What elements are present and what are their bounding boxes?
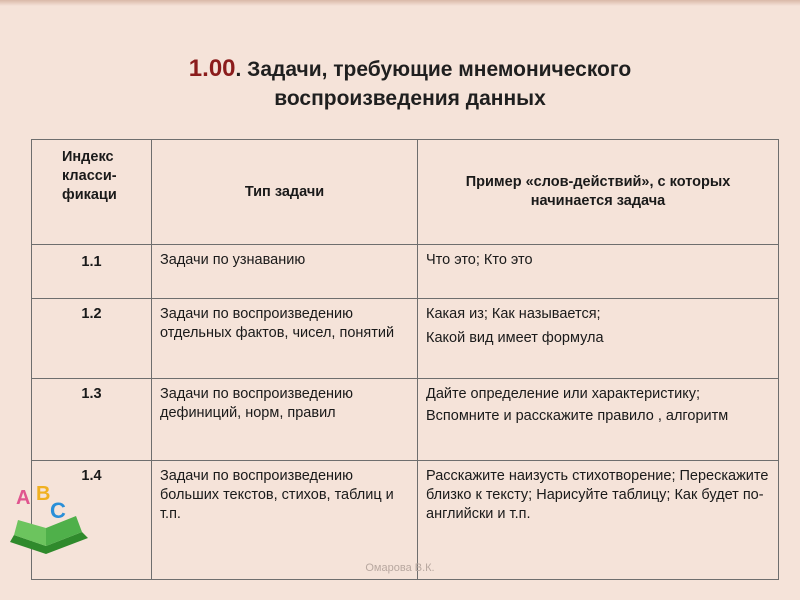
svg-text:C: C	[50, 498, 66, 523]
row-type	[152, 245, 418, 299]
header-type: Тип задачи	[152, 140, 418, 245]
tasks-table	[31, 139, 779, 580]
svg-text:B: B	[36, 483, 51, 505]
table-row	[32, 299, 779, 379]
row-index: 1.2	[32, 299, 152, 379]
row-index: 1.3	[32, 379, 152, 461]
row-example-text: Дайте определение или характеристику;	[426, 386, 701, 402]
row-type	[152, 299, 418, 379]
row-type-text: Задачи по воспроизведению дефиниций, норм, правил	[160, 386, 354, 421]
table-row	[32, 245, 779, 299]
table-header-row	[32, 140, 779, 245]
header-index: Индекс класси-фикаци	[32, 140, 152, 245]
footer-author: Омарова В.К.	[365, 562, 435, 574]
table-row	[32, 379, 779, 461]
row-example-text: Какая из; Как называется;	[426, 306, 601, 322]
row-type-text: Задачи по воспроизведению больших текстов, стихов, таблиц и т.п.	[160, 468, 394, 522]
row-example-text: Какой вид имеет формула	[426, 330, 604, 346]
slide-top-border	[0, 0, 800, 6]
svg-text:A: A	[16, 487, 31, 509]
row-example-text: Расскажите наизусть стихотворение; Перескажите близко к тексту; Нарисуйте таблицу; Как будет по-английски и т.п.	[426, 468, 769, 522]
row-example	[418, 299, 779, 379]
title-text-line1: . Задачи, требующие мнемонического	[235, 58, 632, 81]
header-example: Пример «слов-действий», с которых начинается задача	[418, 140, 779, 245]
row-type-text: Задачи по воспроизведению отдельных фактов, чисел, понятий	[160, 306, 395, 341]
row-index: 1.1	[32, 245, 152, 299]
slide-title	[120, 54, 700, 113]
abc-book-icon	[2, 480, 92, 560]
row-example-text: Вспомните и расскажите правило , алгоритм	[426, 408, 729, 424]
row-example	[418, 245, 779, 299]
row-type	[152, 379, 418, 461]
row-example-text: Что это; Кто это	[426, 252, 533, 268]
title-text-line2: воспроизведения данных	[274, 87, 546, 110]
row-index: 1.4	[32, 461, 152, 580]
row-example	[418, 379, 779, 461]
row-type-text: Задачи по узнаванию	[160, 252, 306, 268]
title-number: 1.00	[188, 55, 236, 82]
